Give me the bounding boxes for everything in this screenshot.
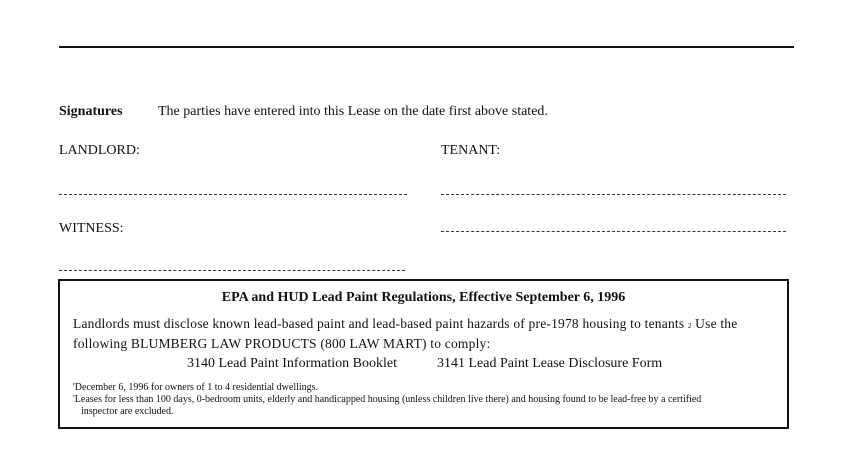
landlord-witness-field[interactable] [59, 270, 405, 271]
lead-paint-body-continued: Use the following BLUMBERG LAW PRODUCTS (800 LAW MART) to comply: [73, 316, 738, 351]
tenant-label: TENANT: [441, 143, 501, 158]
landlord-label: LANDLORD: [59, 143, 140, 158]
witness-label: WITNESS: [59, 221, 124, 236]
form-3141: 3141 Lead Paint Lease Disclosure Form [437, 356, 663, 371]
top-rule [59, 46, 794, 48]
footnote-marker: 2 [687, 322, 692, 330]
lead-paint-title: EPA and HUD Lead Paint Regulations, Effective September 6, 1996 [221, 290, 626, 305]
tenant-signature-field[interactable] [441, 194, 786, 195]
lead-paint-notice [58, 279, 789, 429]
signatures-heading: Signatures [59, 104, 123, 119]
landlord-signature-field[interactable] [59, 194, 407, 195]
lead-paint-body [73, 315, 775, 353]
form-3140: 3140 Lead Paint Information Booklet [187, 356, 397, 371]
footnote-2-continued: inspector are excluded. [81, 406, 174, 417]
lead-paint-body-text: Landlords must disclose known lead-based paint and lead-based paint hazards of pre-1978 housing to tenants [73, 316, 685, 331]
footnote-2: 'Leases for less than 100 days, 0-bedroom units, elderly and handicapped housing (unless children live there) and housing found to be lead-free by a certified [73, 394, 702, 405]
tenant-witness-field[interactable] [441, 231, 786, 232]
signatures-statement: The parties have entered into this Lease on the date first above stated. [158, 104, 548, 119]
footnote-1: 'December 6, 1996 for owners of 1 to 4 residential dwellings. [73, 382, 319, 393]
